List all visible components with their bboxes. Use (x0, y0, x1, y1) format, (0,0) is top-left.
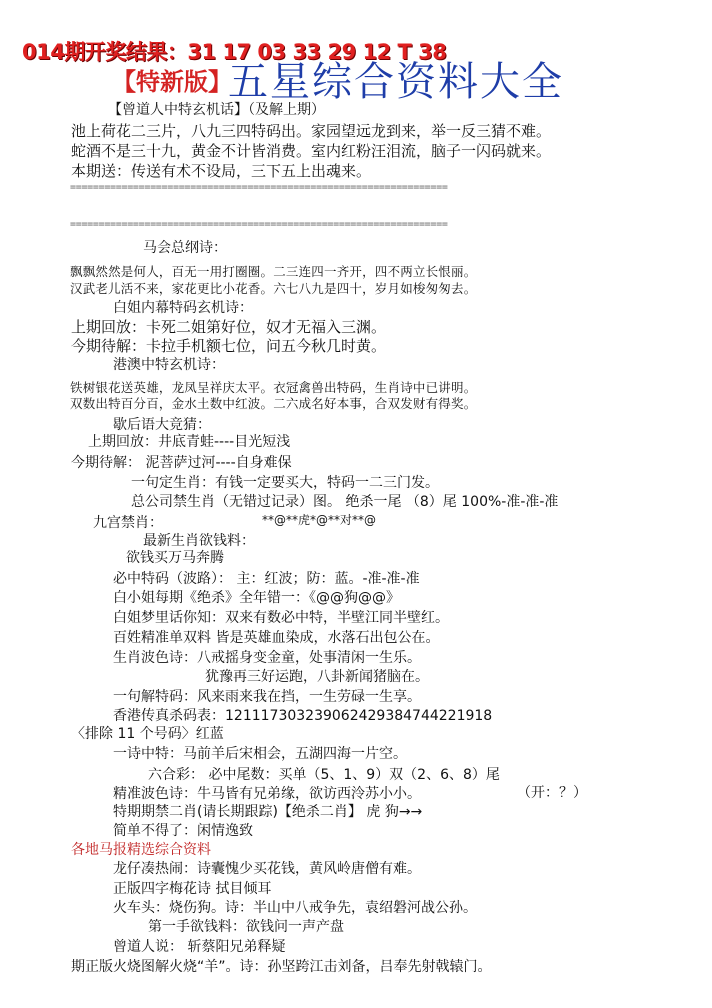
hk-fax-kill-table: 香港传真杀码表：121117303239062429384744221918 (113, 708, 493, 724)
xiehouyu-previous: 上期回放：井底青蛙----目光短浅 (88, 434, 291, 450)
riddle-heading: 【曾道人中特玄机话】（及解上期） (108, 102, 325, 118)
zengdaoren-says: 曾道人说： 斩蔡阳兄弟释疑 (113, 939, 286, 955)
xiehouyu-current: 今期待解： 泥菩萨过河----自身难保 (71, 455, 292, 471)
money-riddle: 欲钱买万马奔腾 (126, 550, 224, 566)
baijie-dream: 白姐梦里话你知：双来有数必中特，半壁江同半壁红。 (113, 610, 449, 626)
fire-picture-line: 期正版火烧图解火烧“羊”。诗：孙坚跨江击刘备，吕奉先射戟辕门。 (71, 959, 492, 975)
divider-2: ================================================================== (70, 221, 448, 229)
special-edition-tag: 【特新版】 (112, 68, 232, 96)
banned-two-zodiac: 特期期禁二肖(请长期跟踪)【绝杀二肖】 虎 狗→→ (113, 804, 423, 820)
gangao-line-2: 双数出特百分百，金水土数中红波。二六成名好本事，合双发财有得奖。 (70, 396, 477, 411)
zodiac-color-poem-2: 犹豫再三好运跑，八卦新闻猪脑在。 (205, 669, 429, 685)
mahui-line-1: 飘飘然然是何人，百无一用打圈圈。二三连四一齐开，四不两立长恨丽。 (70, 264, 477, 279)
simple-idiom: 简单不得了：闲情逸致 (113, 823, 253, 839)
riddle-line-2: 蛇酒不是三十九，黄金不计皆消费。室内红粉汪泪流，脑子一闪码就来。 (71, 142, 552, 160)
plum-blossom-poem: 正版四字梅花诗 拭目倾耳 (113, 881, 272, 897)
nine-palace-label: 九宫禁肖： (93, 515, 163, 531)
mark-six-tail: 六合彩： 必中尾数：买单（5、1、9）双（2、6、8）尾 (148, 767, 500, 783)
precise-color-poem: 精准波色诗：牛马皆有兄弟缘，欲访西泠苏小小。 (113, 786, 421, 802)
one-poem-special: 一诗中特：马前羊后宋相会，五湖四海一片空。 (113, 746, 407, 762)
mahui-line-2: 汉武老儿活不来，家花更比小花香。六七八九是四十，岁月如梭匆匆去。 (70, 281, 477, 296)
company-banned-zodiac: 总公司禁生肖（无错过记录）图。 绝杀一尾 （8）尾 100%-准-准-准 (131, 494, 559, 510)
train-head-poem: 火车头：烧伤狗。诗：半山中八戒争先，袁绍磐河战公孙。 (113, 900, 477, 916)
gangao-heading: 港澳中特玄机诗： (113, 357, 225, 373)
dragon-poem: 龙仔凑热闹：诗囊愧少买花钱，黄风岭唐僧有难。 (113, 861, 421, 877)
one-line-zodiac: 一句定生肖：有钱一定要买大，特码一二三门发。 (131, 475, 439, 491)
baijie-line-1: 上期回放：卡死二姐第好位，奴才无福入三渊。 (71, 318, 387, 336)
exclude-numbers: 〈排除 11 个号码〉红蓝 (71, 726, 224, 742)
odd-even-material: 百姓精准单双料 皆是英雄血染成，水落石出包公在。 (113, 630, 440, 646)
first-hand-money: 第一手欲钱料：欲钱问一声产盘 (148, 919, 344, 935)
riddle-line-3: 本期送：传送有术不设局，三下五上出魂来。 (71, 162, 372, 180)
bai-xiaojie-kill: 白小姐每期《绝杀》全年错一：《@@狗@@》 (113, 590, 400, 606)
nine-palace-value: **@**虎*@**对**@ (262, 513, 377, 527)
page-title: 五星综合资料大全 (228, 59, 564, 105)
zodiac-color-poem-1: 生肖波色诗：八戒摇身变金童，处事清闲一生乐。 (113, 650, 421, 666)
latest-zodiac-heading: 最新生肖欲钱料： (143, 533, 255, 549)
baijie-heading: 白姐内幕特码玄机诗： (113, 300, 253, 316)
regional-heading: 各地马报精选综合资料 (71, 842, 211, 858)
riddle-line-1: 池上荷花二三片，八九三四特码出。家园望远龙到来，举一反三猜不难。 (71, 122, 552, 140)
open-label: （开：？） (517, 785, 587, 801)
draw-result-banner: 014期开奖结果：31 17 03 33 29 12 T 38 (22, 40, 447, 64)
baijie-line-2: 今期待解：卡拉手机额七位，问五今秋几时黄。 (71, 337, 387, 355)
divider-1: ================================================================== (70, 184, 448, 192)
gangao-line-1: 铁树银花送英雄，龙凤呈祥庆太平。衣冠禽兽出特码，生肖诗中已讲明。 (70, 380, 477, 395)
one-line-code: 一句解特码：风来雨来我在挡，一生劳碌一生享。 (113, 689, 421, 705)
xiehouyu-heading: 歇后语大竞猜： (113, 417, 211, 433)
mahui-heading: 马会总纲诗： (143, 240, 227, 256)
must-hit-wave: 必中特码（波路）： 主：红波；防：蓝。-准-准-准 (113, 571, 420, 587)
